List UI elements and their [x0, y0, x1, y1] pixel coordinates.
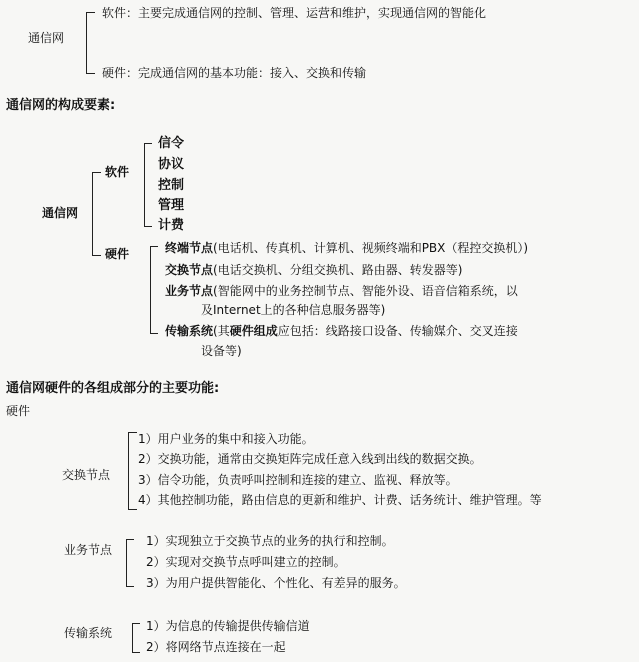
hardware-exchange-node [165, 264, 462, 276]
transmission-function-1: 1）为信息的传输提供传输信道 [146, 619, 310, 633]
exchange-function-1: 1）用户业务的集中和接入功能。 [138, 432, 314, 446]
tree1-root: 通信网 [28, 31, 65, 45]
exchange-function-3: 3）信令功能，负责呼叫控制和连接的建立、监视、释放等。 [138, 473, 458, 487]
service-function-2: 2）实现对交换节点呼叫建立的控制。 [146, 555, 346, 569]
service-node-name: 业务节点 [165, 284, 214, 298]
service-node-brace [126, 539, 134, 587]
transmission-system-label: 传输系统 [64, 626, 113, 640]
transmission-desc-open: (其 [213, 324, 230, 338]
tree2-software-label: 软件 [105, 165, 130, 179]
hardware-service-node [165, 285, 518, 297]
tree2-software-brace [144, 143, 152, 227]
software-item-protocol: 协议 [158, 157, 185, 172]
transmission-function-2: 2）将网络节点连接在一起 [146, 640, 286, 654]
transmission-system-name: 传输系统 [165, 324, 214, 338]
hardware-terminal-node [165, 242, 528, 254]
exchange-node-brace [128, 432, 137, 510]
transmission-desc: 应包括：线路接口设备、传输媒介、交叉连接 [277, 324, 518, 338]
tree2-hardware-brace [150, 246, 158, 334]
functions-heading: 通信网硬件的各组成部分的主要功能: [6, 381, 220, 396]
tree1-hardware: 硬件：完成通信网的基本功能：接入、交换和传输 [102, 66, 367, 80]
transmission-system-brace [132, 623, 140, 653]
software-item-control: 控制 [158, 178, 185, 193]
tree2-main-brace [92, 172, 101, 256]
transmission-desc-cont: 设备等) [201, 344, 242, 358]
tree1-brace [86, 12, 95, 74]
terminal-node-name: 终端节点 [165, 241, 214, 255]
hardware-transmission-system [165, 325, 518, 337]
composition-heading: 通信网的构成要素: [6, 98, 116, 113]
software-item-billing: 计费 [158, 218, 185, 233]
service-function-3: 3）为用户提供智能化、个性化、有差异的服务。 [146, 576, 406, 590]
service-function-1: 1）实现独立于交换节点的业务的执行和控制。 [146, 534, 394, 548]
software-item-management: 管理 [158, 198, 185, 213]
exchange-node-desc: (电话交换机、分组交换机、路由器、转发器等) [213, 263, 463, 277]
tree1-software: 软件：主要完成通信网的控制、管理、运营和维护，实现通信网的智能化 [102, 6, 487, 20]
tree2-hardware-label: 硬件 [105, 247, 130, 261]
transmission-desc-bold: 硬件组成 [229, 324, 278, 338]
exchange-function-4: 4）其他控制功能，路由信息的更新和维护、计费、话务统计、维护管理。等 [138, 493, 542, 507]
exchange-node-label: 交换节点 [62, 468, 111, 482]
service-node-desc: (智能网中的业务控制节点、智能外设、语音信箱系统，以 [213, 284, 518, 298]
tree2-root: 通信网 [42, 206, 79, 220]
exchange-node-name: 交换节点 [165, 263, 214, 277]
functions-sub-hardware: 硬件 [6, 404, 31, 418]
software-item-signaling: 信令 [158, 136, 185, 151]
service-node-desc-cont: 及Internet上的各种信息服务器等) [201, 303, 386, 317]
terminal-node-desc: (电话机、传真机、计算机、视频终端和PBX（程控交换机）) [213, 241, 529, 255]
exchange-function-2: 2）交换功能，通常由交换矩阵完成任意入线到出线的数据交换。 [138, 452, 482, 466]
service-node-label: 业务节点 [64, 543, 113, 557]
